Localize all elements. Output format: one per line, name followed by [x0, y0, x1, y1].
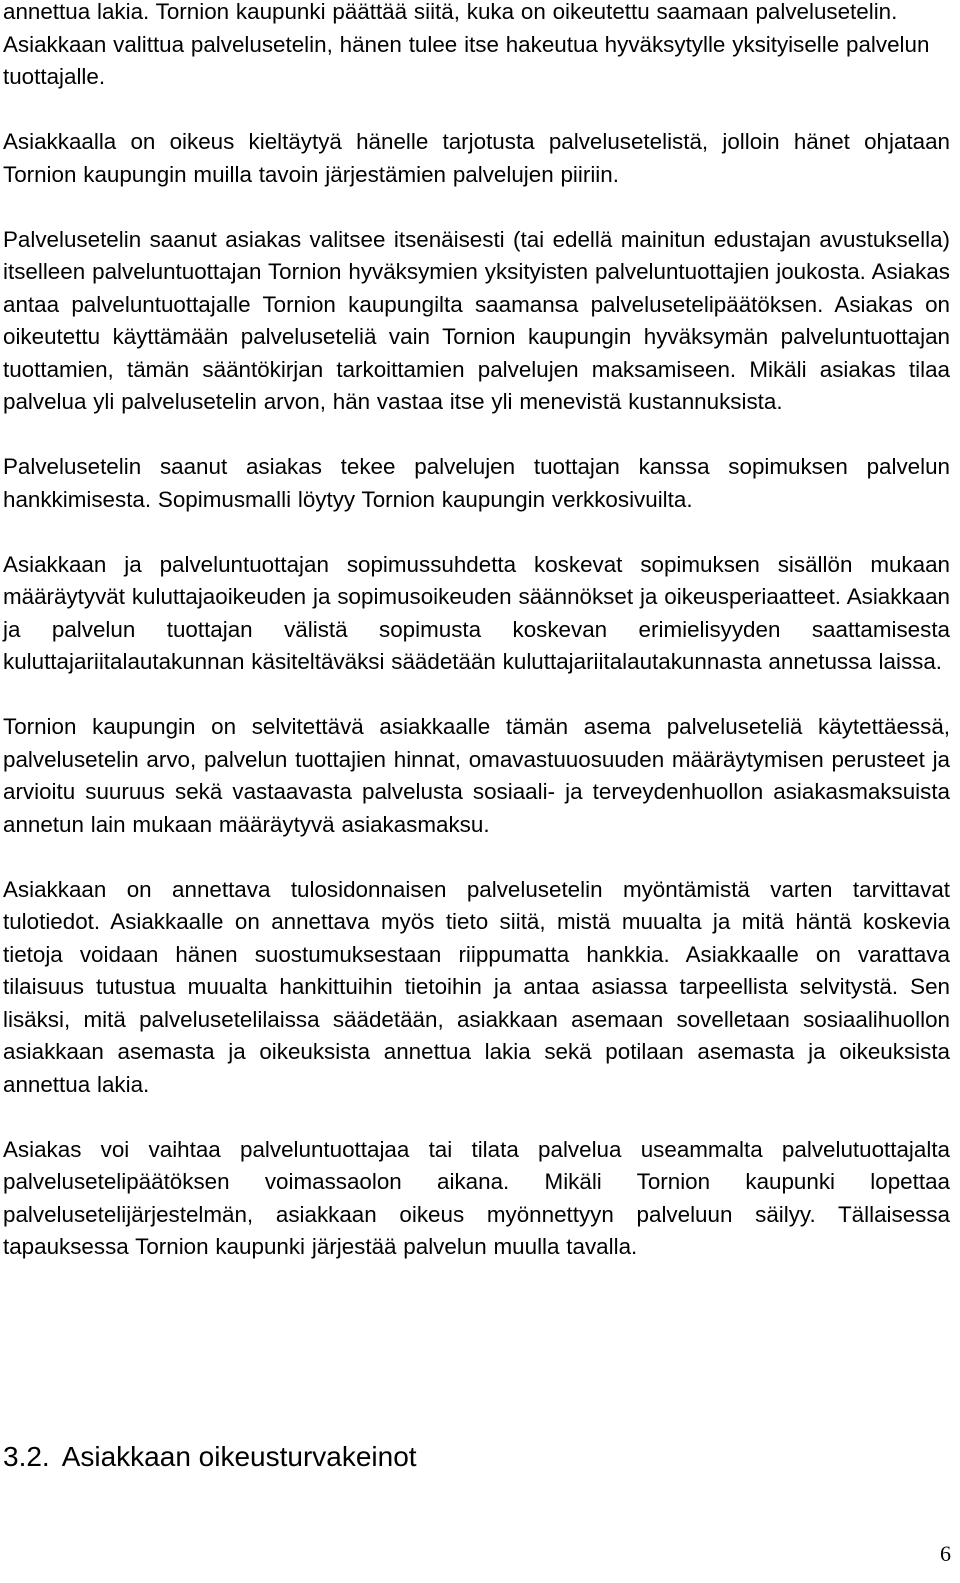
page-number: 6 [940, 1541, 951, 1566]
paragraph-3: Palvelusetelin saanut asiakas valitsee itsenäisesti (tai edellä mainitun edustajan avustuksella) itselleen palveluntuottajan Tornion hyväksymien yksityisten palveluntuottajien joukosta. Asiakas antaa palveluntuottajalle Tornion kaupungilta saamansa palvelusetelipäätöksen. Asiakas on oikeutettu käyttämään palveluseteliä vain Tornion kaupungin hyväksymän palveluntuottajan tuottamien, tämän sääntökirjan tarkoittamien palvelujen maksamiseen. Mikäli asiakas tilaa palvelua yli palvelusetelin arvon, hän vastaa itse yli menevistä kustannuksista. [3, 226, 950, 414]
section-heading [3, 1438, 417, 1476]
paragraph-1: annettua lakia. Tornion kaupunki päättää siitä, kuka on oikeutettu saamaan palvelusetelin. Asiakkaan valittua palvelusetelin, hänen tulee itse hakeutua hyväksytylle yksityiselle palvelun tuottajalle. [3, 0, 930, 89]
section-number: 3.2. [3, 1441, 50, 1472]
paragraph-8: Asiakas voi vaihtaa palveluntuottajaa tai tilata palvelua useammalta palvelutuottajalta palvelusetelipäätöksen voimassaolon aikana. Mikäli Tornion kaupunki lopettaa palvelusetelijärjestelmän, asiakkaan oikeus myönnettyyn palveluun säilyy. Tällaisessa tapauksessa Tornion kaupunki järjestää palvelun muulla tavalla. [3, 1136, 950, 1259]
section-title: Asiakkaan oikeusturvakeinot [61, 1441, 417, 1472]
paragraph-4: Palvelusetelin saanut asiakas tekee palvelujen tuottajan kanssa sopimuksen palvelun hankkimisesta. Sopimusmalli löytyy Tornion kaupungin verkkosivuilta. [3, 454, 950, 512]
paragraph-2: Asiakkaalla on oikeus kieltäytyä hänelle tarjotusta palvelusetelistä, jolloin hänet ohjataan Tornion kaupungin muilla tavoin järjestämien palvelujen piiriin. [3, 129, 950, 187]
body-text [3, 0, 950, 1264]
paragraph-6: Tornion kaupungin on selvitettävä asiakkaalle tämän asema palveluseteliä käytettäessä, palvelusetelin arvo, palvelun tuottajien hinnat, omavastuuosuuden määräytymisen perusteet ja arvioitu suuruus sekä vastaavasta palvelusta sosiaali- ja terveydenhuollon asiakasmaksuista annetun lain mukaan määräytyvä asiakasmaksu. [3, 714, 950, 837]
paragraph-7: Asiakkaan on annettava tulosidonnaisen palvelusetelin myöntämistä varten tarvittavat tulotiedot. Asiakkaalle on annettava myös tieto siitä, mistä muualta ja mitä häntä koskevia tietoja voidaan hänen suostumuksestaan riippumatta hankkia. Asiakkaalle on varattava tilaisuus tutustua muualta hankittuihin tietoihin ja antaa asiassa tarpeellista selvitystä. Sen lisäksi, mitä palvelusetelilaissa säädetään, asiakkaan asemaan sovelletaan sosiaalihuollon asiakkaan asemasta ja oikeuksista annettua lakia sekä potilaan asemasta ja oikeuksista annettua lakia. [3, 876, 950, 1097]
paragraph-5: Asiakkaan ja palveluntuottajan sopimussuhdetta koskevat sopimuksen sisällön mukaan määräytyvät kuluttajaoikeuden ja sopimusoikeuden säännökset ja oikeusperiaatteet. Asiakkaan ja palvelun tuottajan välistä sopimusta koskevan erimielisyyden saattamisesta kuluttajariitalautakunnan käsiteltäväksi säädetään kuluttajariitalautakunnasta annetussa laissa. [3, 551, 950, 674]
